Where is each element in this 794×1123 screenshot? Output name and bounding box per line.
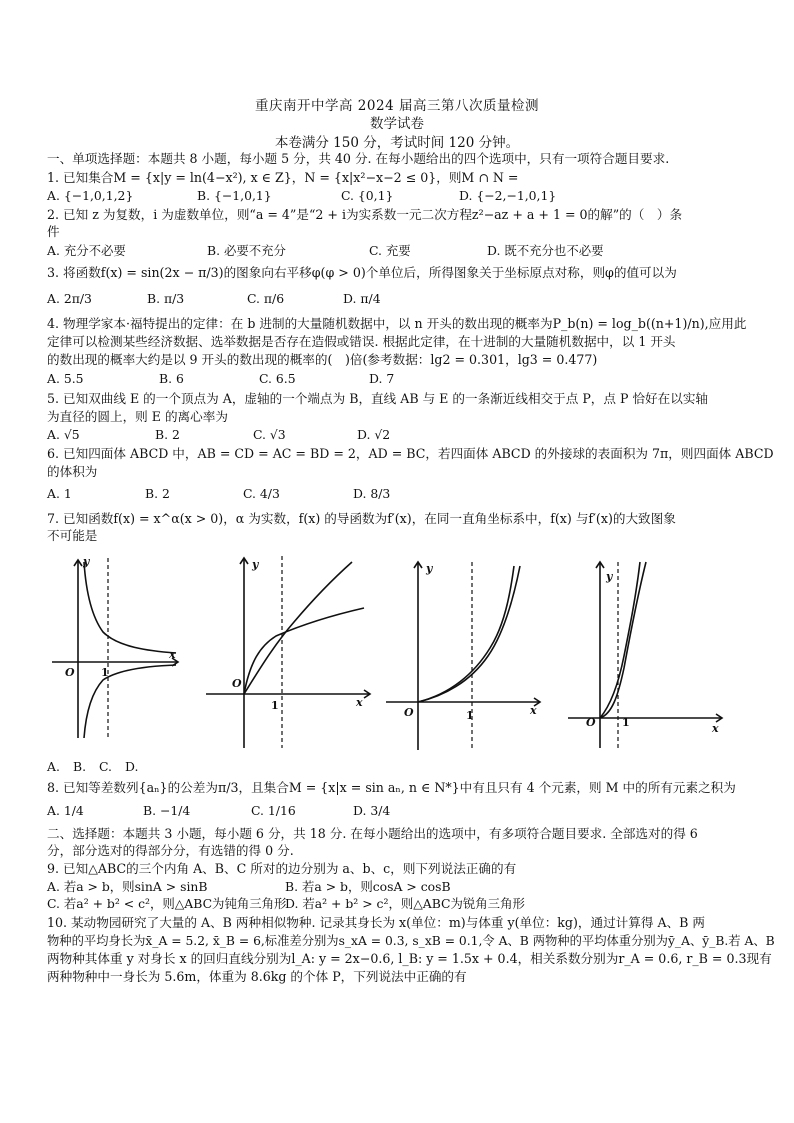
q7-graph-c: [384, 556, 544, 752]
q9-options-row2: [47, 896, 787, 914]
q1-option-a: A. {−1,0,1,2}: [47, 188, 134, 203]
q8-stem: 8. 已知等差数列{aₙ}的公差为π/3，且集合M = {x|x = sin aₙ, n ∈ N*}中有且只有 4 个元素，则 M 中的所有元素之积为: [47, 780, 736, 795]
q1-options: [47, 188, 787, 206]
q6-option-d: D. 8/3: [353, 486, 391, 501]
q4-option-d: D. 7: [369, 371, 395, 386]
q10-stem-line4: 两种物种中一身长为 5.6m，体重为 8.6kg 的个体 P，下列说法中正确的有: [47, 969, 467, 984]
q10-stem-line3: 两物种其体重 y 对身长 x 的回归直线分别为l_A: y = 2x−0.6, l_B: y = 1.5x + 0.4，相关系数分别为r_A = 0.6, r_B = 0.3现有: [47, 951, 772, 966]
q2-option-c: C. 充要: [369, 243, 411, 258]
curve-f: [418, 566, 520, 702]
q10-stem-line2: 物种的平均身长为x̄_A = 5.2, x̄_B = 6,标准差分别为s_xA = 0.3, s_xB = 0.1,令 A、B 两物种的平均体重分别为ȳ_A、ȳ_B.若 A、B: [47, 934, 775, 948]
q5-option-a: A. √5: [47, 427, 80, 442]
one-label: 1: [622, 716, 630, 729]
q6-options: [47, 486, 787, 504]
exam-note: 本卷满分 150 分，考试时间 120 分钟。: [274, 135, 520, 151]
q5-option-b: B. 2: [155, 427, 180, 442]
q1-stem: 1. 已知集合M = {x|y = ln(4−x²), x ∈ Z}，N = {x|x²−x−2 ≤ 0}，则M ∩ N =: [47, 170, 519, 185]
origin-label: O: [404, 706, 414, 719]
curve-f-prime: [600, 562, 646, 718]
q9-option-a: A. 若a > b，则sinA > sinB: [47, 879, 208, 894]
q7-options: [47, 759, 787, 777]
q2-option-b: B. 必要不充分: [207, 243, 286, 258]
q2-option-d: D. 既不充分也不必要: [487, 243, 604, 258]
q3-option-d: D. π/4: [343, 291, 381, 306]
section1-heading: 一、单项选择题：本题共 8 小题，每小题 5 分，共 40 分. 在每小题给出的四个选项中，只有一项符合题目要求.: [47, 151, 670, 166]
q8-option-c: C. 1/16: [251, 803, 296, 818]
y-label: y: [426, 562, 433, 575]
origin-label: O: [586, 716, 596, 729]
q2-options: [47, 243, 787, 261]
origin-label: O: [232, 677, 242, 690]
q5-options: [47, 427, 787, 445]
y-label: y: [83, 555, 90, 568]
q7-graph-d: [566, 556, 726, 750]
section2-heading-line1: 二、选择题：本题共 3 小题，每小题 6 分，共 18 分. 在每小题给出的选项中，有多项符合题目要求. 全部选对的得 6: [47, 826, 698, 841]
q9-option-d: D. 若a² + b² > c²，则△ABC为锐角三角形: [285, 896, 525, 911]
x-label: x: [356, 696, 363, 709]
q8-option-a: A. 1/4: [47, 803, 84, 818]
q5-stem-line2: 为直径的圆上，则 E 的离心率为: [47, 409, 228, 424]
q6-option-a: A. 1: [47, 486, 72, 501]
origin-label: O: [65, 666, 75, 679]
q9-option-b: B. 若a > b，则cosA > cosB: [285, 879, 451, 894]
q5-option-c: C. √3: [253, 427, 286, 442]
q7-stem-line1: 7. 已知函数f(x) = x^α(x > 0)，α 为实数，f(x) 的导函数为f′(x)，在同一直角坐标系中，f(x) 与f′(x)的大致图象: [47, 511, 676, 526]
curve-f: [600, 562, 640, 718]
y-label: y: [606, 570, 613, 583]
exam-title: 重庆南开中学高 2024 届高三第八次质量检测: [255, 98, 539, 114]
x-label: x: [712, 722, 719, 735]
q6-stem-line1: 6. 已知四面体 ABCD 中，AB = CD = AC = BD = 2，AD = BC，若四面体 ABCD 的外接球的表面积为 7π，则四面体 ABCD: [47, 446, 774, 461]
q6-option-c: C. 4/3: [243, 486, 280, 501]
q8-option-d: D. 3/4: [353, 803, 391, 818]
q4-stem-line3: 的数出现的概率大约是以 9 开头的数出现的概率的( )倍(参考数据：lg2 = 0.301，lg3 = 0.477): [47, 352, 598, 367]
q8-options: [47, 803, 787, 821]
q4-options: [47, 371, 787, 389]
q1-option-b: B. {−1,0,1}: [197, 188, 272, 203]
one-label: 1: [101, 666, 109, 679]
q6-stem-line2: 的体积为: [47, 464, 98, 479]
section2-heading-line2: 分，部分选对的得部分分，有选错的得 0 分.: [47, 843, 294, 858]
exam-subject: 数学试卷: [370, 116, 424, 132]
q3-option-c: C. π/6: [247, 291, 285, 306]
x-label: x: [530, 704, 537, 717]
q9-stem: 9. 已知△ABC的三个内角 A、B、C 所对的边分别为 a、b、c，则下列说法正确的有: [47, 861, 517, 876]
q3-option-a: A. 2π/3: [47, 291, 92, 306]
one-label: 1: [466, 709, 474, 722]
q3-options: [47, 291, 787, 309]
q7-graph-b: [204, 550, 374, 750]
q4-stem-line2: 定律可以检测某些经济数据、选举数据是否存在造假或错误. 根据此定律，在十进制的大量随机数据中，以 1 开头: [47, 334, 676, 349]
q10-stem-line1: 10. 某动物园研究了大量的 A、B 两种相似物种. 记录其身长为 x(单位：m)与体重 y(单位：kg)，通过计算得 A、B 两: [47, 915, 706, 930]
q1-option-d: D. {−2,−1,0,1}: [459, 188, 557, 203]
q3-stem: 3. 将函数f(x) = sin(2x − π/3)的图象向右平移φ(φ > 0)个单位后，所得图象关于坐标原点对称，则φ的值可以为: [47, 265, 677, 280]
q4-stem-line1: 4. 物理学家本·福特提出的定律：在 b 进制的大量随机数据中，以 n 开头的数出现的概率为P_b(n) = log_b((n+1)/n),应用此: [47, 316, 747, 331]
q7-option-b: B.: [73, 759, 87, 774]
q7-option-d: D.: [125, 759, 139, 774]
q5-stem-line1: 5. 已知双曲线 E 的一个顶点为 A，虚轴的一个端点为 B，直线 AB 与 E 的一条渐近线相交于点 P，点 P 恰好在以实轴: [47, 391, 709, 406]
q4-option-b: B. 6: [159, 371, 184, 386]
one-label: 1: [271, 699, 279, 712]
curve-f: [84, 562, 176, 653]
q2-stem-line2: 件: [47, 224, 60, 239]
q4-option-c: C. 6.5: [259, 371, 296, 386]
x-label: x: [169, 648, 176, 661]
q2-stem-line1: 2. 已知 z 为复数，i 为虚数单位，则“a = 4”是“2 + i为实系数一元二次方程z²−az + a + 1 = 0的解”的（ ）条: [47, 207, 683, 222]
q9-option-c: C. 若a² + b² < c²，则△ABC为钝角三角形: [47, 896, 287, 911]
q9-options-row1: [47, 879, 787, 897]
q5-option-d: D. √2: [357, 427, 391, 442]
q7-option-c: C.: [99, 759, 112, 774]
q7-graph-a: [48, 552, 182, 742]
q2-option-a: A. 充分不必要: [47, 243, 126, 258]
q6-option-b: B. 2: [145, 486, 170, 501]
curve-f-prime: [244, 608, 364, 694]
q7-stem-line2: 不可能是: [47, 528, 98, 543]
q1-option-c: C. {0,1}: [341, 188, 394, 203]
q8-option-b: B. −1/4: [143, 803, 191, 818]
y-label: y: [252, 558, 259, 571]
q7-option-a: A.: [47, 759, 60, 774]
curve-f-prime: [84, 665, 176, 738]
q4-option-a: A. 5.5: [47, 371, 84, 386]
q3-option-b: B. π/3: [147, 291, 185, 306]
